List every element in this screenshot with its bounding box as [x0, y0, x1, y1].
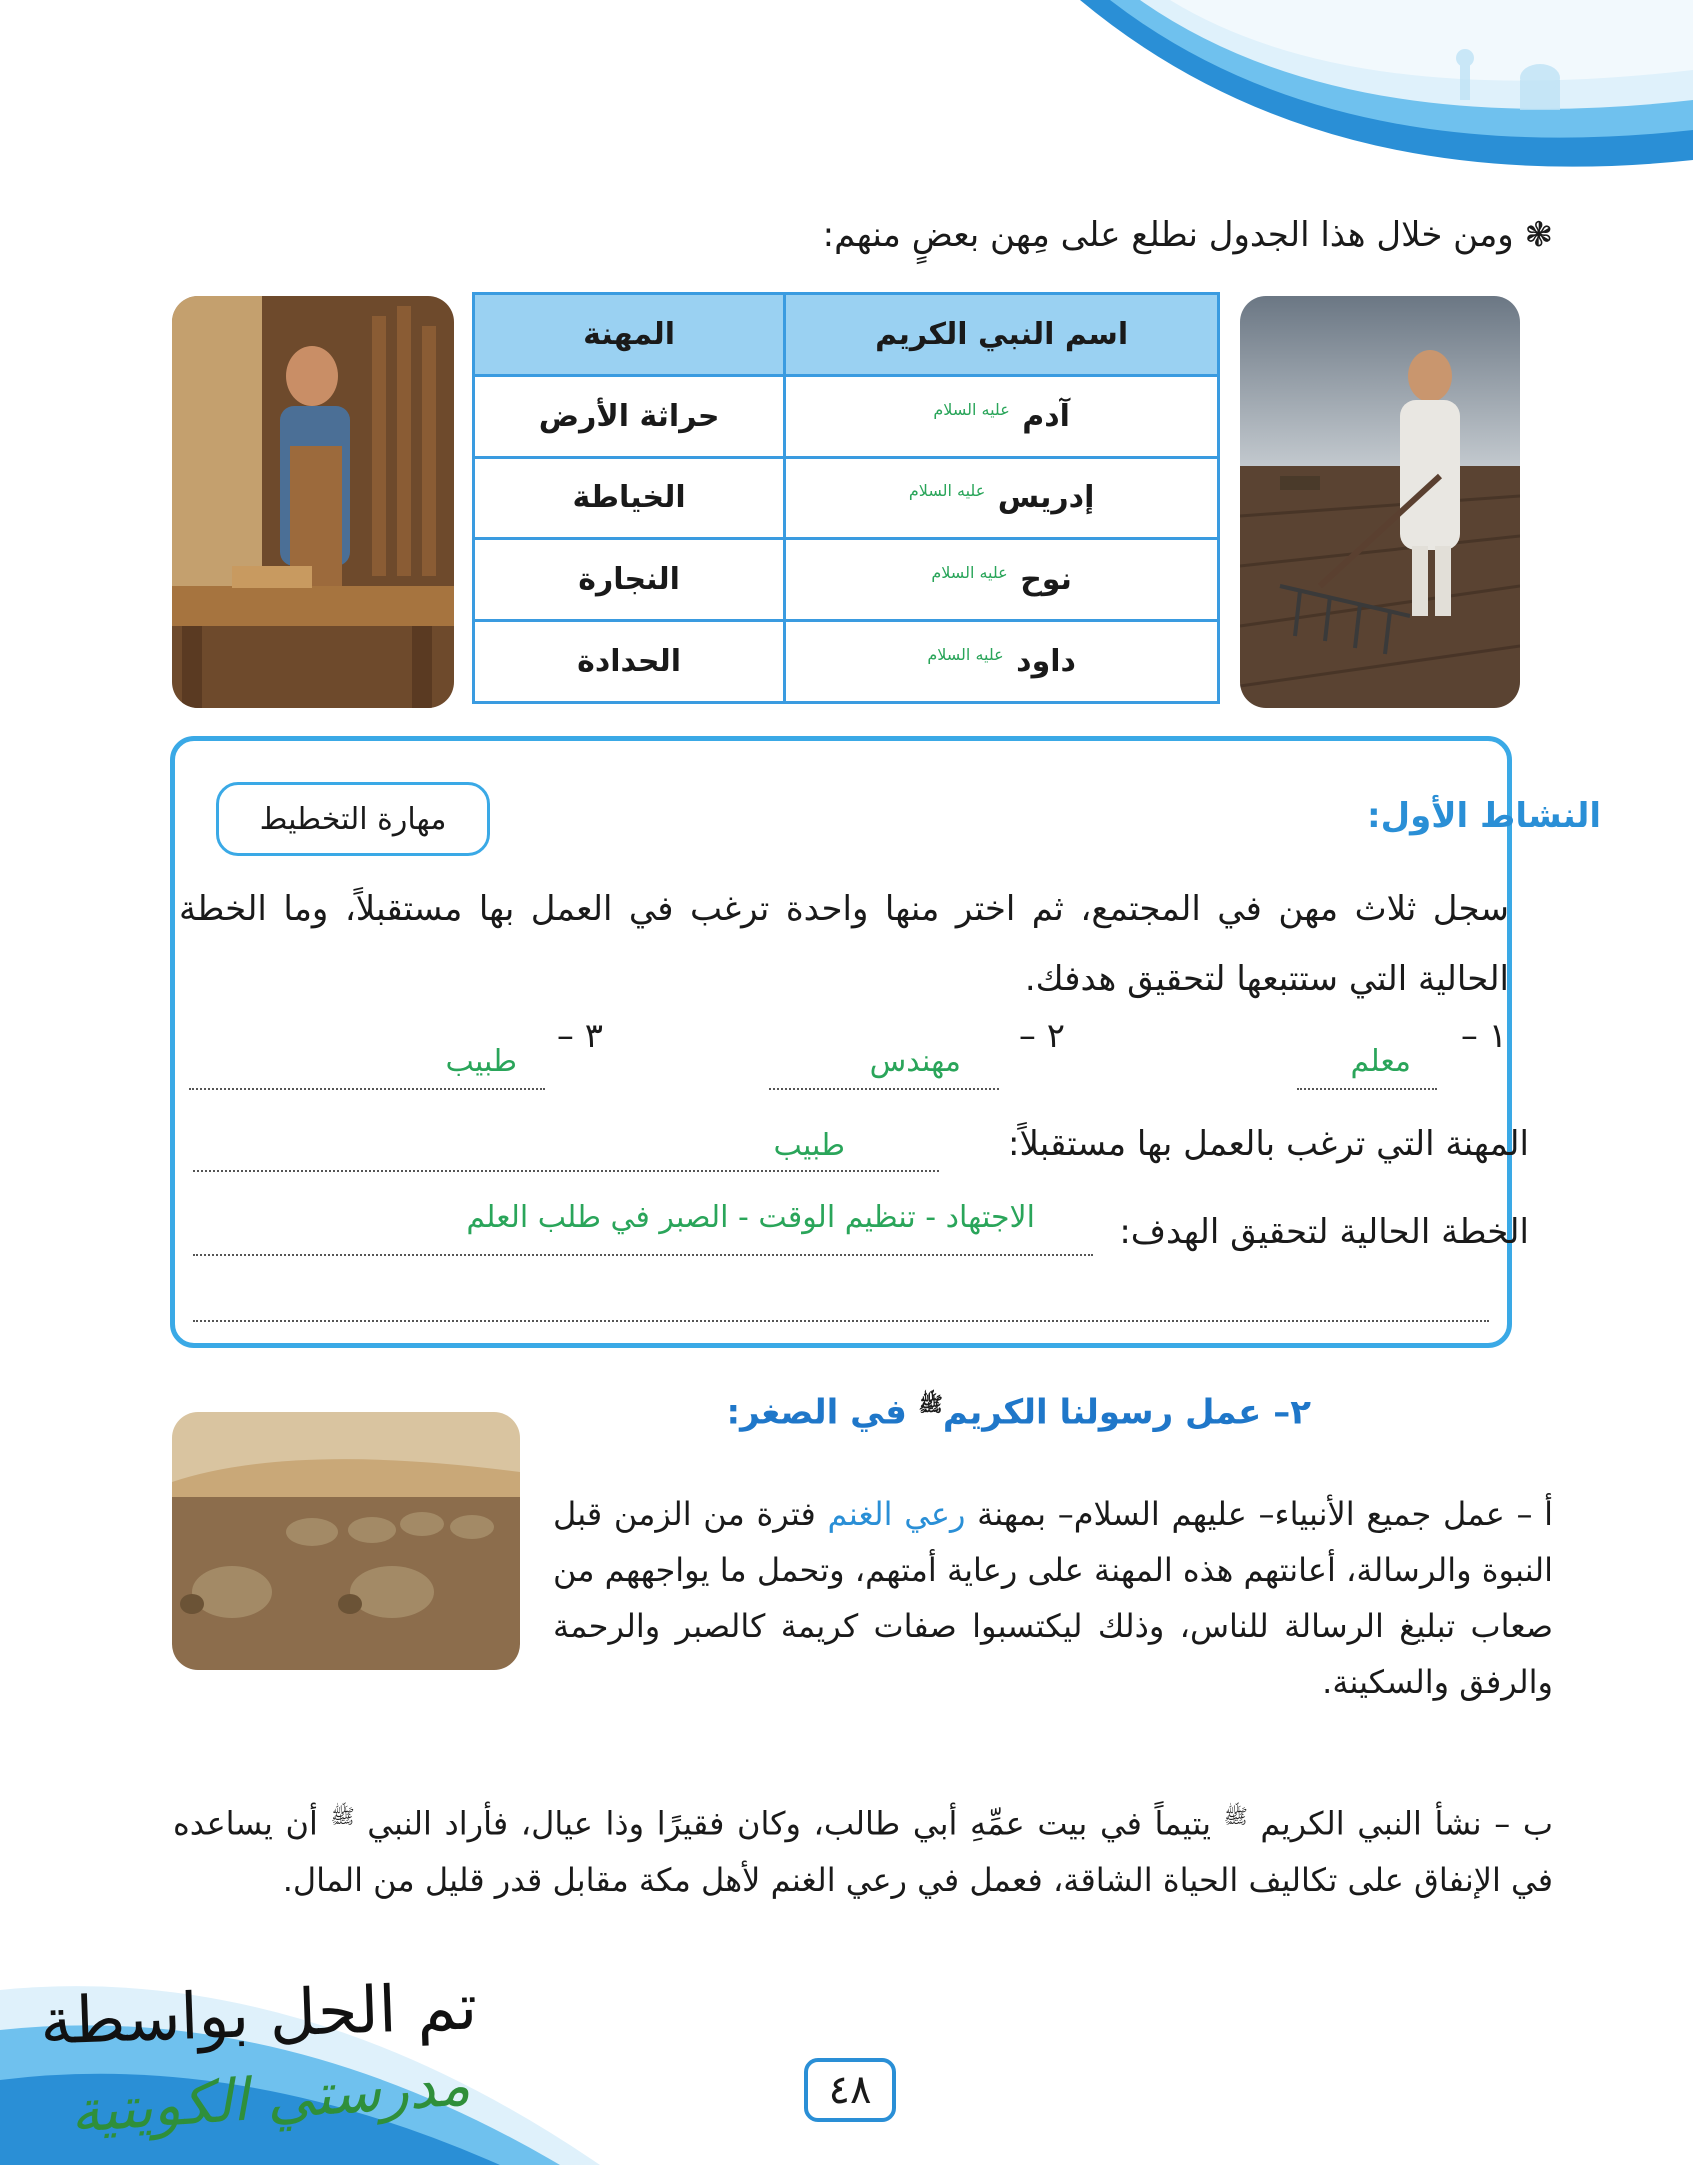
solution-stamp-line1: تم الحل بواسطة [38, 1970, 479, 2060]
decorative-corner-top [1080, 0, 1693, 180]
sheep-grazing-image [172, 1412, 520, 1670]
preferred-job-line [193, 1170, 939, 1172]
salam-honorific: عليه السلام [927, 645, 1004, 665]
item-number-1: ١ – [1460, 1016, 1507, 1056]
extra-answer-line [193, 1320, 1489, 1322]
salam-honorific: عليه السلام [931, 563, 1008, 583]
answer-3[interactable]: طبيب [445, 1044, 517, 1079]
answer-line-2 [769, 1088, 999, 1090]
prophet-cell: نوح $^{عليه السلام}$ [785, 539, 1219, 621]
pbuh-honorific: ﷺ [918, 1392, 943, 1416]
table-header-row [474, 294, 1219, 376]
carpenter-workshop-image [172, 296, 454, 708]
skill-badge: مهارة التخطيط [216, 782, 490, 856]
salam-honorific: عليه السلام [908, 481, 986, 501]
header-profession: المهنة [474, 294, 785, 376]
farmer-plowing-image [1240, 296, 1520, 708]
answer-2[interactable]: مهندس [869, 1044, 961, 1079]
page-number: ٤٨ [804, 2058, 896, 2122]
prophet-cell: آدم $^{عليه السلام}$ [785, 375, 1219, 457]
activity-title: النشاط الأول: [1366, 796, 1601, 836]
section-title: ٢– عمل رسولنا الكريم$^ﷺ$ في الصغر: [726, 1392, 1311, 1433]
item-number-3: ٣ – [556, 1016, 603, 1056]
solution-stamp-line2: مدرستي الكويتية [68, 2050, 473, 2146]
prophet-cell: إدريس $^{عليه السلام}$ [785, 457, 1219, 539]
table-row [474, 375, 1219, 457]
paragraph-a: أ – عمل جميع الأنبياء– عليهم السلام– بمهنة رعي الغنم فترة من الزمن قبل النبوة والرسالة، أعانتهم هذه المهنة على رعاية أمتهم، وتحمل ما يواجههم من صعاب تبليغ الرسالة للناس، وذلك ليكتسبوا صفات كريمة كالصبر والرحمة والرفق والسكينة. [553, 1495, 1554, 1701]
table-row [474, 457, 1219, 539]
prophets-professions-table [472, 292, 1220, 704]
table-row [474, 621, 1219, 703]
intro-text: ❃ ومن خلال هذا الجدول نطلع على مِهن بعضٍ منهم: [822, 215, 1553, 255]
plan-answer[interactable]: الاجتهاد - تنظيم الوقت - الصبر في طلب العلم [466, 1200, 1035, 1235]
preferred-job-label: المهنة التي ترغب بالعمل بها مستقبلاً: [1008, 1124, 1529, 1164]
profession-cell: الخياطة [474, 457, 785, 539]
paragraph-b: ب – نشأ النبي الكريم $^ﷺ$ يتيماً في بيت عمِّهِ أبي طالب، وكان فقيرًا وذا عيال، فأراد النبي $^ﷺ$ أن يساعده في الإنفاق على تكاليف الحياة الشاقة، فعمل في رعي الغنم لأهل مكة مقابل قدر قليل من المال. [173, 1804, 1554, 1899]
highlight-sheep-herding: رعي الغنم [827, 1495, 966, 1533]
item-number-2: ٢ – [1018, 1016, 1065, 1056]
profession-cell: الحدادة [474, 621, 785, 703]
preferred-job-answer[interactable]: طبيب [773, 1128, 845, 1163]
salam-honorific: عليه السلام [933, 399, 1010, 419]
profession-cell: النجارة [474, 539, 785, 621]
profession-cell: حراثة الأرض [474, 375, 785, 457]
answer-line-1 [1297, 1088, 1437, 1090]
answer-line-3 [189, 1088, 545, 1090]
activity-instruction: سجل ثلاث مهن في المجتمع، ثم اختر منها واحدة ترغب في العمل بها مستقبلاً، وما الخطة الحالية التي ستتبعها لتحقيق هدفك. [179, 889, 1509, 999]
plan-line [193, 1254, 1093, 1256]
answer-1[interactable]: معلم [1350, 1044, 1411, 1079]
table-row [474, 539, 1219, 621]
header-prophet: اسم النبي الكريم [785, 294, 1219, 376]
plan-label: الخطة الحالية لتحقيق الهدف: [1119, 1212, 1529, 1252]
prophet-cell: داود $^{عليه السلام}$ [785, 621, 1219, 703]
